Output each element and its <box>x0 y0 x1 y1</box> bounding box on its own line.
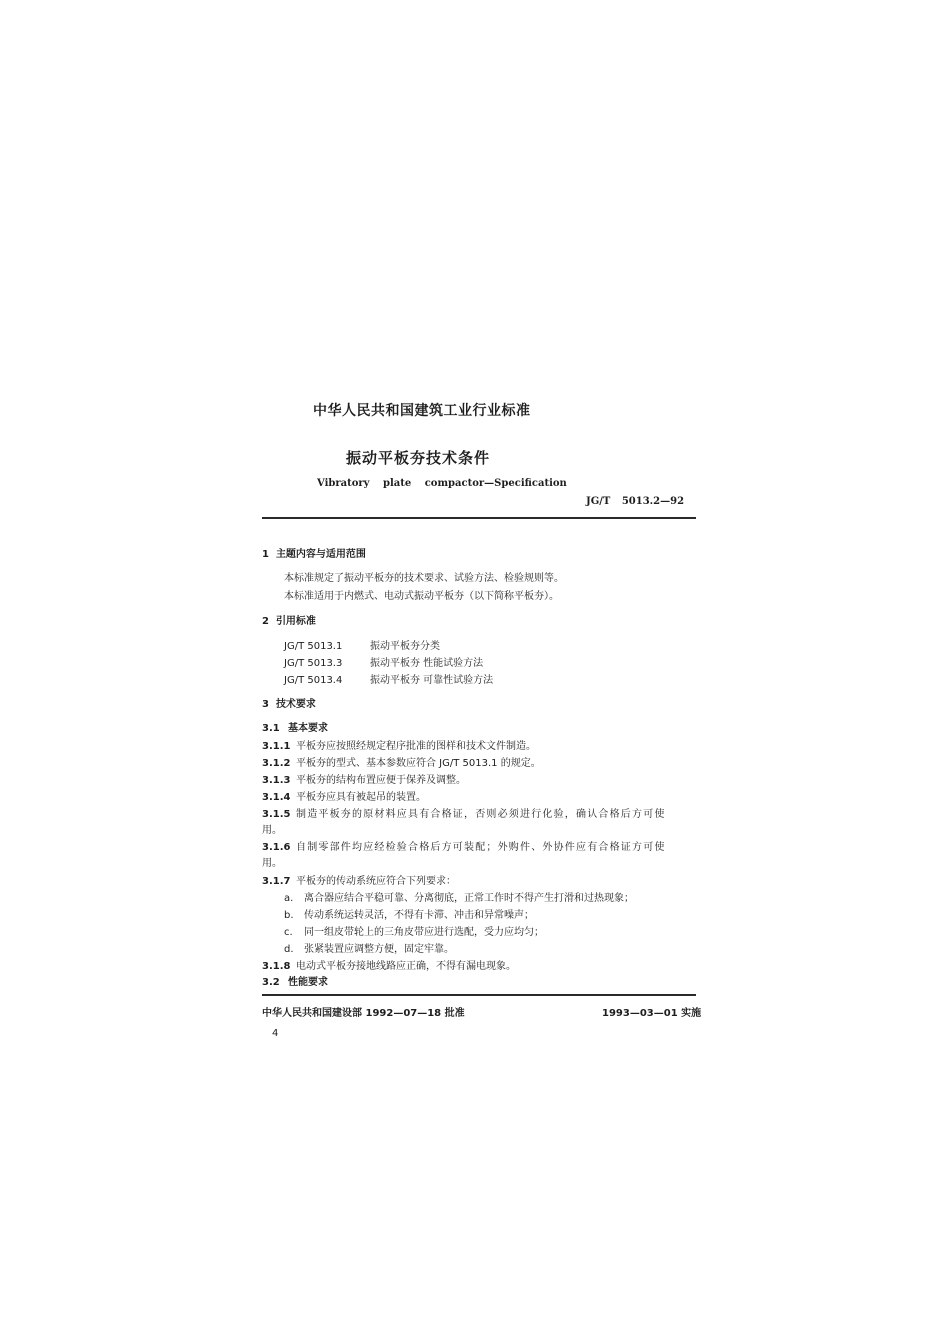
page-number: 4 <box>272 1028 279 1039</box>
sub-item-text: 同一组皮带轮上的三角皮带应进行选配，受力应均匀； <box>304 927 544 938</box>
reference-title: 振动平板夯 可靠性试验方法 <box>370 675 494 686</box>
clause-number: 3.2 <box>262 977 280 988</box>
clause <box>262 740 536 754</box>
section-1-heading <box>262 548 366 562</box>
sub-item-text: 传动系统运转灵活，不得有卡滞、冲击和异常噪声； <box>304 910 534 921</box>
header-rule <box>262 517 696 519</box>
section-3-heading <box>262 698 316 712</box>
reference-code: JG/T 5013.1 <box>284 641 343 652</box>
clause-number: 3.1.5 <box>262 809 291 820</box>
clause-text: 平板夯的结构布置应便于保养及调整。 <box>296 775 466 786</box>
sub-item <box>284 892 634 906</box>
clause-text: 平板夯应具有被起吊的装置。 <box>296 792 426 803</box>
clause-continuation: 用。 <box>262 858 282 869</box>
footer-rule <box>262 994 696 996</box>
clause-number: 3.1.1 <box>262 741 291 752</box>
section-number: 2 <box>262 616 269 627</box>
section-title: 主题内容与适用范围 <box>275 549 366 560</box>
clause <box>262 875 456 889</box>
clause-number: 3.1.2 <box>262 758 291 769</box>
clause-text: 平板夯的传动系统应符合下列要求： <box>296 876 456 887</box>
clause <box>262 757 541 771</box>
clause-text: 自制零部件均应经检验合格后方可装配；外购件、外协件应有合格证方可使 <box>296 842 666 853</box>
clause-text: 制造平板夯的原材料应具有合格证，否则必须进行化验，确认合格后方可使 <box>296 809 666 820</box>
section-title: 引用标准 <box>275 616 316 627</box>
sub-item <box>284 926 544 940</box>
clause-text: 平板夯应按照经规定程序批准的图样和技术文件制造。 <box>296 741 536 752</box>
section-number: 1 <box>262 549 269 560</box>
clause-text: 基本要求 <box>288 723 328 734</box>
paragraph: 本标准适用于内燃式、电动式振动平板夯（以下简称平板夯）。 <box>284 591 559 602</box>
sub-item-mark: d. <box>284 944 294 955</box>
reference-title: 振动平板夯分类 <box>370 641 440 652</box>
clause <box>262 774 466 788</box>
reference-code: JG/T 5013.4 <box>284 675 343 686</box>
reference-item <box>284 657 483 671</box>
sub-item-mark: a. <box>284 893 294 904</box>
sub-item <box>284 943 454 957</box>
clause-number: 3.1.6 <box>262 842 291 853</box>
clause <box>262 791 426 805</box>
sub-item-text: 张紧装置应调整方便，固定牢靠。 <box>304 944 454 955</box>
reference-item <box>284 674 493 688</box>
approval-line: 中华人民共和国建设部 1992—07—18 批准 <box>262 1008 465 1019</box>
sub-item-text: 离合器应结合平稳可靠、分离彻底，正常工作时不得产生打滑和过热现象； <box>304 893 634 904</box>
clause <box>262 960 516 974</box>
clause <box>262 841 666 855</box>
clause-number: 3.1.4 <box>262 792 291 803</box>
clause <box>262 808 666 822</box>
clause-continuation: 用。 <box>262 825 282 836</box>
section-number: 3 <box>262 699 269 710</box>
reference-item <box>284 640 440 654</box>
reference-title: 振动平板夯 性能试验方法 <box>370 658 484 669</box>
clause-text: 平板夯的型式、基本参数应符合 JG/T 5013.1 的规定。 <box>296 758 541 769</box>
subsection-3-1 <box>262 722 328 736</box>
standard-code: JG/T 5013.2—92 <box>586 496 685 507</box>
clause-number: 3.1.7 <box>262 876 291 887</box>
effective-date: 1993—03—01 实施 <box>602 1008 702 1019</box>
sub-item <box>284 909 534 923</box>
paragraph: 本标准规定了振动平板夯的技术要求、试验方法、检验规则等。 <box>284 573 564 584</box>
reference-code: JG/T 5013.3 <box>284 658 343 669</box>
clause-text: 电动式平板夯接地线路应正确，不得有漏电现象。 <box>296 961 516 972</box>
subsection-3-2 <box>262 976 328 990</box>
clause-number: 3.1.8 <box>262 961 291 972</box>
sub-item-mark: c. <box>284 927 293 938</box>
clause-text: 性能要求 <box>288 977 328 988</box>
document-subtitle: Vibratory plate compactor—Specification <box>317 478 567 489</box>
sub-item-mark: b. <box>284 910 294 921</box>
issuer-heading: 中华人民共和国建筑工业行业标准 <box>313 403 531 419</box>
section-2-heading <box>262 615 316 629</box>
clause-number: 3.1 <box>262 723 280 734</box>
document-title: 振动平板夯技术条件 <box>346 449 491 467</box>
clause-number: 3.1.3 <box>262 775 291 786</box>
section-title: 技术要求 <box>275 699 316 710</box>
